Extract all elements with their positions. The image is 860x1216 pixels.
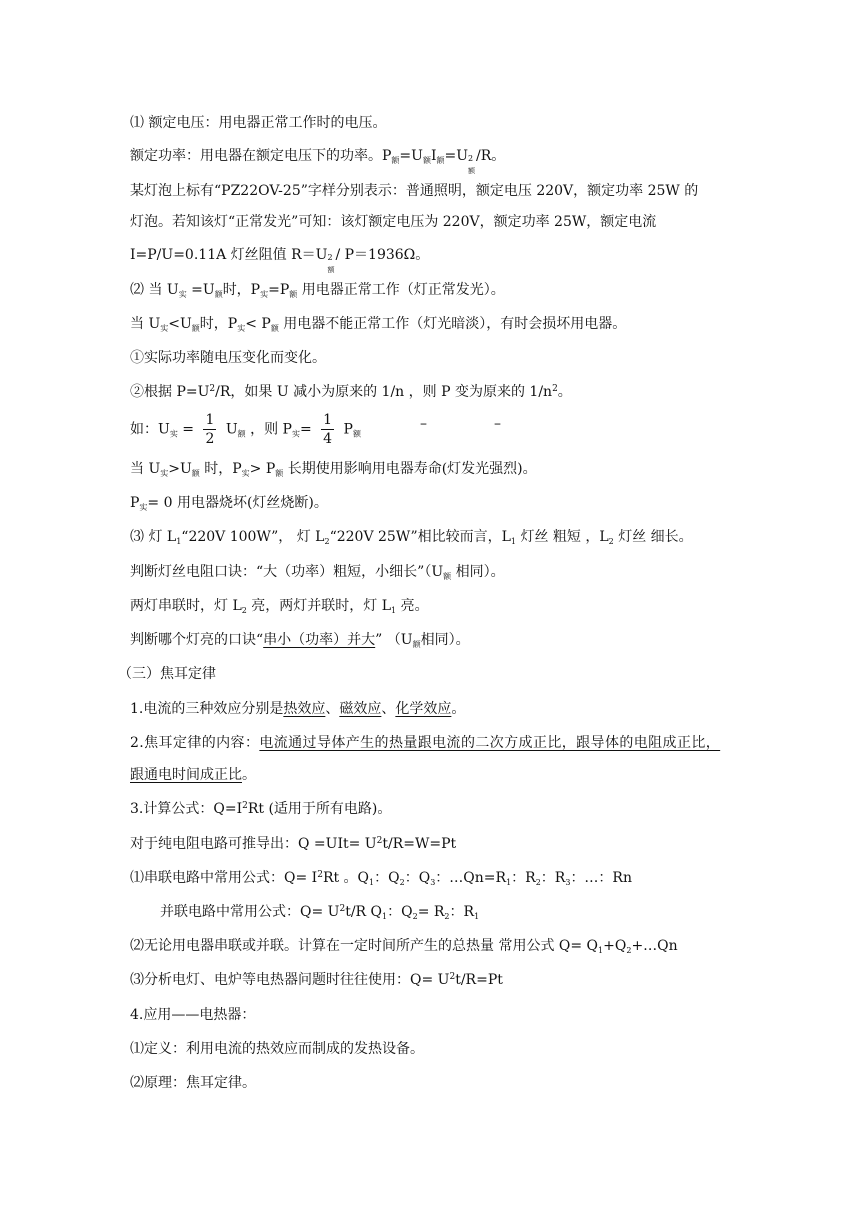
series-formula-line: ⑴串联电路中常用公式：$Q= I^2Rt$ 。$Q_1$：$Q_2$：$Q_3$：$\dots Qn=R_1$：$R_2$：$R_3$：…：Rn [130, 870, 632, 887]
fraction-half: $\frac{1}{2}$ [205, 412, 215, 447]
lamp-compare-line: ⑶ 灯 $L_1“220V$ 100W”， 灯 $L_2“220V$ 25W”相比较而言，$L_1$ 灯丝 粗短 ，$L_2$ 灯丝 细长。 [130, 529, 693, 546]
application-heading: 4.应用——电热器： [130, 1007, 256, 1023]
resistance-line: I=P/U=0.11A 灯丝阻值 R＝U 2 额 / P＝1936Ω。 [130, 247, 430, 274]
fraction-quarter: $\frac{1}{4}$ [323, 412, 333, 447]
example-fraction-line: 如：$U_实$ = $\frac{1}{2}$ $U_额$ ，则 $P_实=$ $\frac{1}{4}$ $P_额$ [130, 412, 361, 447]
bulb-label-line: 某灯泡上标有“PZ22OV-25”字样分别表示：普通照明，额定电压 220V，额定功率 25W 的 [130, 183, 699, 199]
actual-power-note: ①实际功率随电压变化而变化。 [130, 350, 326, 366]
bulb-desc-line: 灯泡。若知该灯“正常发光”可知：该灯额定电压为 220V，额定功率 25W，额定电流 [130, 214, 657, 230]
item-label: ⑴ 额定电压： [130, 115, 219, 131]
rated-power-line: 额定功率：用电器在额定电压下的功率。$P_额=U_额I_额=U$ 2 额 /R。 [130, 148, 506, 175]
power-ratio-line: ②根据 $P=U^2/R$，如果 U 减小为原来的 1/n ，则 P 变为原来的 $1/n^2$。 [130, 384, 572, 400]
mnemonic-resistance-line: 判断灯丝电阻口诀：“大（功率）粗短，小细长$”(U_额$ 相同）。 [130, 564, 505, 581]
formula-line: 3.计算公式：$Q=I^2Rt$ (适用于所有电路)。 [130, 801, 392, 817]
current-effects-line: 1.电流的三种效应分别是热效应、磁效应、化学效应。 [130, 701, 466, 717]
condition-less-line: 当 $U_实<U_额$时，$P_实< P_额$ 用电器不能正常工作（灯光暗淡），有时会损坏用电器。 [130, 316, 627, 333]
joule-law-line: 2.焦耳定律的内容：电流通过导体产生的热量跟电流的二次方成正比，跟导体的电阻成正比， [130, 735, 721, 751]
condition-equal-line: ⑵ 当 $U_实 =U_额$时，$P_实=P_额$ 用电器正常工作（灯正常发光）。 [130, 282, 505, 299]
principle-line: ⑵原理：焦耳定律。 [130, 1075, 256, 1091]
joule-law-cont-line: 跟通电时间成正比。 [130, 767, 256, 783]
definition-line: ⑴定义：利用电流的热效应而制成的发热设备。 [130, 1041, 424, 1057]
dash-mark: – [494, 416, 501, 432]
condition-greater-line: 当 $U_实>U_额$ 时，$P_实> P_额$ 长期使用影响用电器寿命(灯发光强烈)。 [130, 461, 537, 478]
rated-voltage-line [130, 114, 386, 132]
pure-resistance-line: 对于纯电阻电路可推导出：$Q =UIt= U^2t/R=W=Pt$ [130, 836, 457, 852]
text: 用电器正常工作时的电压。 [218, 115, 387, 131]
total-heat-line: ⑵无论用电器串联或并联。计算在一定时间所产生的总热量 常用公式 $Q= Q_1+Q_2+\dots Qn$ [130, 938, 678, 955]
series-parallel-line: 两灯串联时，灯 $L_2$ 亮，两灯并联时，灯 $L_1$ 亮。 [130, 598, 429, 615]
mnemonic-brightness-line: 判断哪个灯亮的口诀“串小（功率）并大” （$U_额$相同）。 [130, 632, 470, 649]
heater-analysis-line: ⑶分析电灯、电炉等电热器问题时往往使用：$Q= U^2t/R=Pt$ [130, 972, 503, 988]
parallel-formula-line: 并联电路中常用公式：$Q= U^2t/R$ $Q_1$：$Q_2= R_2$：$R_1$ [160, 904, 480, 921]
burnout-line: $P_实= 0$ 用电器烧坏(灯丝烧断)。 [130, 495, 328, 512]
dash-mark: – [420, 416, 427, 432]
section-heading: （三）焦耳定律 [118, 666, 216, 682]
